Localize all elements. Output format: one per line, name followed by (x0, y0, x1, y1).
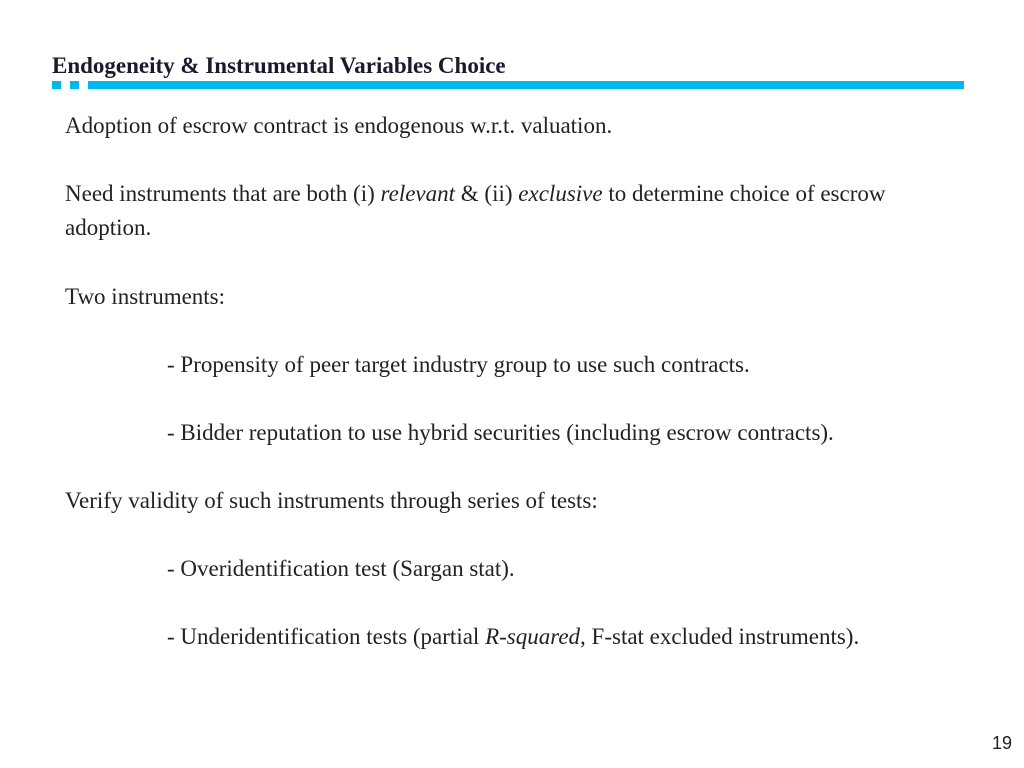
bullet-peer-propensity: - Propensity of peer target industry group to use such contracts. (167, 352, 750, 377)
title-decoration-square-2 (70, 81, 79, 89)
text-underid-end: , F-stat excluded instruments). (580, 624, 860, 649)
bullet-overidentification-test: - Overidentification test (Sargan stat). (167, 556, 515, 581)
text-endogeneity-statement: Adoption of escrow contract is endogenous w.r.t. valuation. (65, 113, 613, 138)
text-underid-start: - Underidentification tests (partial (167, 624, 486, 649)
page-number: 19 (991, 733, 1012, 753)
text-requirements-mid: & (ii) (455, 181, 519, 206)
text-exclusive-emphasis: exclusive (518, 181, 603, 206)
bullet-bidder-reputation: - Bidder reputation to use hybrid securities (including escrow contracts). (167, 420, 834, 445)
text-relevant-emphasis: relevant (380, 181, 456, 206)
text-requirements-end: to determine choice of escrow adoption. (65, 181, 886, 240)
slide-title: Endogeneity & Instrumental Variables Choice (52, 53, 506, 78)
text-two-instruments: Two instruments: (65, 284, 226, 309)
title-decoration-square-1 (52, 81, 61, 89)
title-underline-bar (88, 81, 964, 89)
text-r-prefix: R- (485, 624, 507, 649)
text-verify-validity: Verify validity of such instruments through series of tests: (65, 488, 598, 513)
text-requirements-start: Need instruments that are both (i) (65, 181, 381, 206)
text-squared-emphasis: squared (506, 624, 581, 649)
bullet-underidentification-tests (167, 620, 859, 654)
text-instrument-requirements (65, 177, 955, 245)
